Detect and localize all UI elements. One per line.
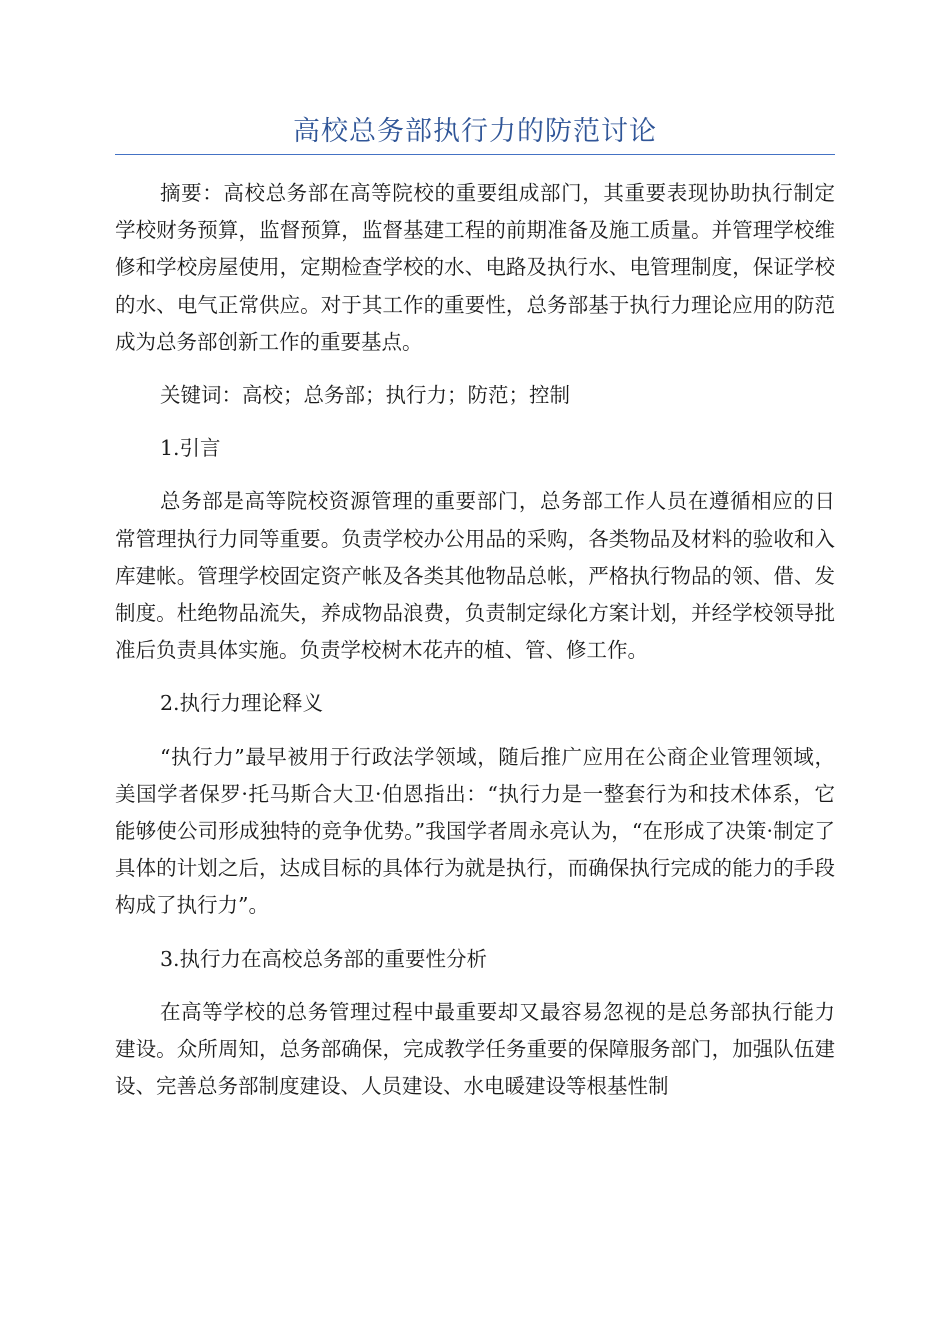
document-title: 高校总务部执行力的防范讨论 [293,116,657,147]
section-paragraph-2: “执行力”最早被用于行政法学领域，随后推广应用在公商企业管理领域，美国学者保罗·托马斯合大卫·伯恩指出：“执行力是一整套行为和技术体系，它能够使公司形成独特的竞争优势。”我国学者周永亮认为，“在形成了决策·制定了具体的计划之后，达成目标的具体行为就是执行，而确保执行完成的能力的手段构成了执行力”。 [115,744,835,918]
section-paragraph-1: 总务部是高等院校资源管理的重要部门，总务部工作人员在遵循相应的日常管理执行力同等重要。负责学校办公用品的采购，各类物品及材料的验收和入库建帐。管理学校固定资产帐及各类其他物品总帐，严格执行物品的领、借、发制度。杜绝物品流失，养成物品浪费，负责制定绿化方案计划，并经学校领导批准后负责具体实施。负责学校树木花卉的植、管、修工作。 [115,489,835,663]
keywords-line: 关键词：高校；总务部；执行力；防范；控制 [160,383,570,408]
document-body [115,175,835,1121]
abstract-paragraph: 摘要：高校总务部在高等院校的重要组成部门，其重要表现协助执行制定学校财务预算，监督预算，监督基建工程的前期准备及施工质量。并管理学校维修和学校房屋使用，定期检查学校的水、电路及执行水、电管理制度，保证学校的水、电气正常供应。对于其工作的重要性，总务部基于执行力理论应用的防范成为总务部创新工作的重要基点。 [115,181,835,354]
section-heading-2: 2.执行力理论释义 [160,691,324,716]
section-heading-1: 1.引言 [160,436,221,461]
section-paragraph-3: 在高等学校的总务管理过程中最重要却又最容易忽视的是总务部执行能力建设。众所周知，总务部确保，完成教学任务重要的保障服务部门，加强队伍建设、完善总务部制度建设、人员建设、水电暖建设等根基性制 [115,999,835,1099]
section-heading-3: 3.执行力在高校总务部的重要性分析 [160,946,488,971]
title-underline [115,154,835,155]
